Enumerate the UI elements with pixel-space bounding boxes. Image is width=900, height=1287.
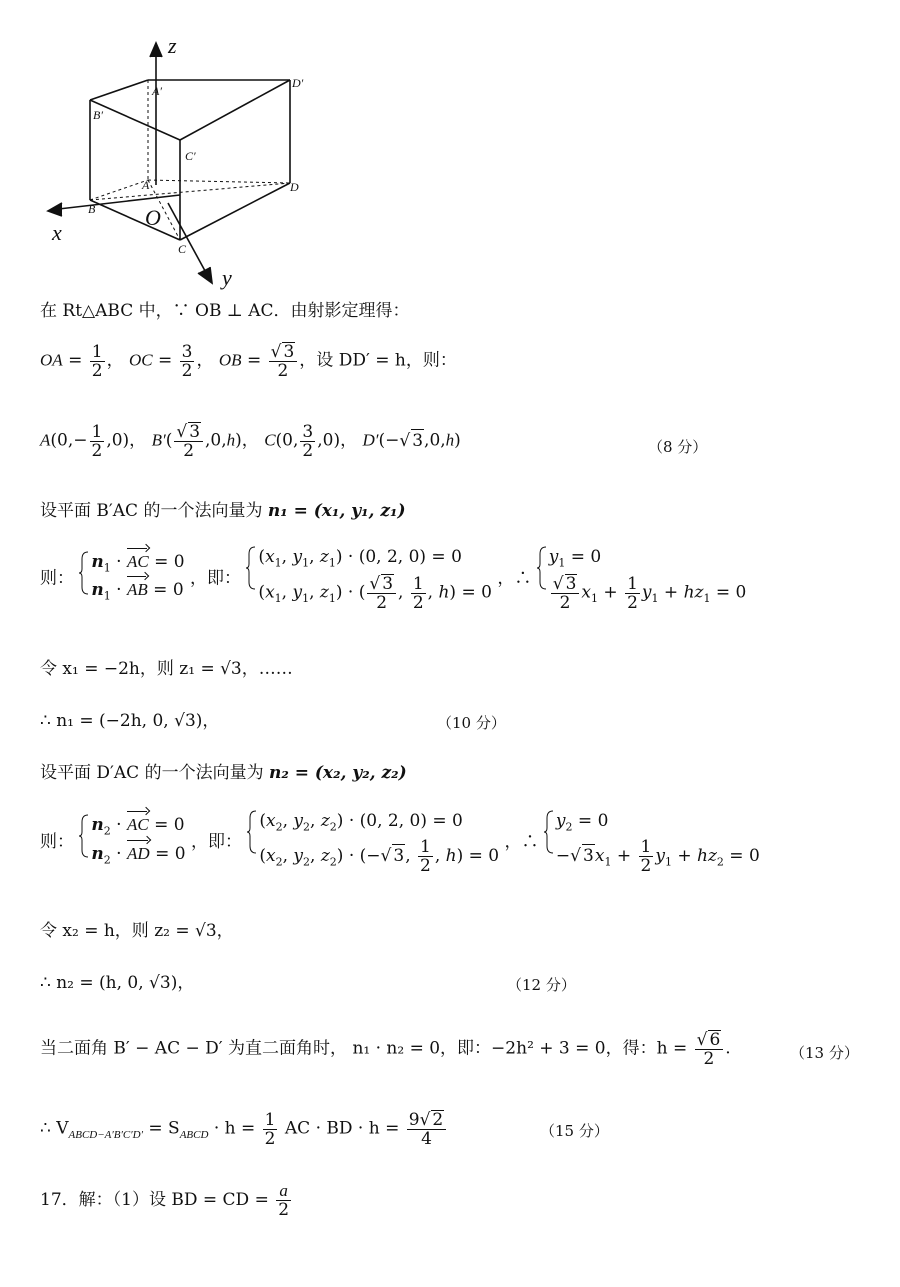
- text-line-9: 则： $n_2$ · AC = 0 $n_2$ · AD = 0 ，即： ($x_2$, $y_2$, $z_2) \cdot (0$, 2, 0) = 0 ($x_2$, $y_2$, $z_2$) · (−√ 3, $\frac{1}{2}$ , h) = 0 ，∴ $y_2 = 0$ −√ $3x_1$ + $\frac{1}{2}$ $y_1 + hz_2 = 0$: [40, 810, 760, 875]
- svg-text:B′: B′: [93, 108, 103, 122]
- text-line-4: 设平面 B′AC 的一个法向量为 n₁ = (x₁, y₁, z₁): [40, 501, 406, 521]
- y-label: y: [222, 265, 232, 290]
- svg-text:D′: D′: [292, 76, 304, 90]
- text-line-1: 在 Rt△ABC 中，∵ OB ⊥ AC．由射影定理得：: [40, 301, 410, 321]
- x-label: x: [52, 220, 62, 245]
- text-line-11: ∴ n₂ = (h, 0, √3)，: [40, 973, 195, 993]
- y-axis: [168, 203, 210, 280]
- text-line-13: ∴ $V_{ABCD-A'B'C'D'} = S_{ABCD} \cdot h$ = $\frac{1}{2}$ AC · BD · h = $\frac{9√ 2}{4}$: [40, 1110, 448, 1148]
- text-line-12: 当二面角 B′ − AC − D′ 为直二面角时， n₁ · n₂ = 0，即：−2h² + 3 = 0，得：h = √ $\frac{6}{2}$ .: [40, 1030, 731, 1068]
- svg-text:A: A: [142, 178, 150, 192]
- svg-text:C: C: [178, 242, 187, 256]
- score-12: （12 分）: [507, 976, 576, 994]
- score-15: （15 分）: [540, 1122, 609, 1140]
- text-line-7: ∴ n₁ = (−2h, 0, √3)，: [40, 711, 220, 731]
- text-line-6: 令 x₁ = −2h，则 z₁ = √3，……: [40, 659, 293, 679]
- z-label: z: [168, 35, 177, 58]
- text-line-5: 则： $n_1$ · AC = 0 $n_1$ · AB = 0 ，即： ($x_1$, $y_1$, $z_1) \cdot (0$, 2, 0) = 0 ($x_1$, $y_1$, $z_1$) · ( √ $\frac{3}{2}$ , $\frac{1}{2}$ , h) = 0 ，∴ $y_1 = 0$ √ $\frac{3}{2}$ $x_1$ + $\frac{1}{2}$ $y_1 + hz_1 = 0$: [40, 546, 746, 612]
- svg-text:C′: C′: [185, 149, 196, 163]
- text-line-3: A(0,− $\frac{1}{2}$ ,0)， B′( √ $\frac{3}{2}$ ,0,h)， C(0, $\frac{3}{2}$ ,0)， D′(−√ 3,0,h): [40, 422, 461, 460]
- text-line-14: 17．解：（1）设 BD = CD = $\frac{a}{2}$: [40, 1181, 290, 1220]
- text-line-8: 设平面 D′AC 的一个法向量为 n₂ = (x₂, y₂, z₂): [40, 763, 407, 783]
- svg-text:B: B: [88, 202, 96, 216]
- text-line-2: OA = $\frac{1}{2}$ ， OC = $\frac{3}{2}$ ， OB = √ $\frac{3}{2}$ ，设 DD′ = h，则：: [40, 342, 457, 380]
- score-8: （8 分）: [648, 438, 708, 456]
- origin-label: O: [145, 205, 161, 230]
- score-13: （13 分）: [790, 1044, 859, 1062]
- svg-text:D: D: [290, 180, 299, 194]
- score-10: （10 分）: [437, 714, 506, 732]
- svg-text:A′: A′: [152, 84, 162, 98]
- prism-figure: [40, 35, 340, 295]
- text-line-10: 令 x₂ = h，则 z₂ = √3，: [40, 921, 234, 941]
